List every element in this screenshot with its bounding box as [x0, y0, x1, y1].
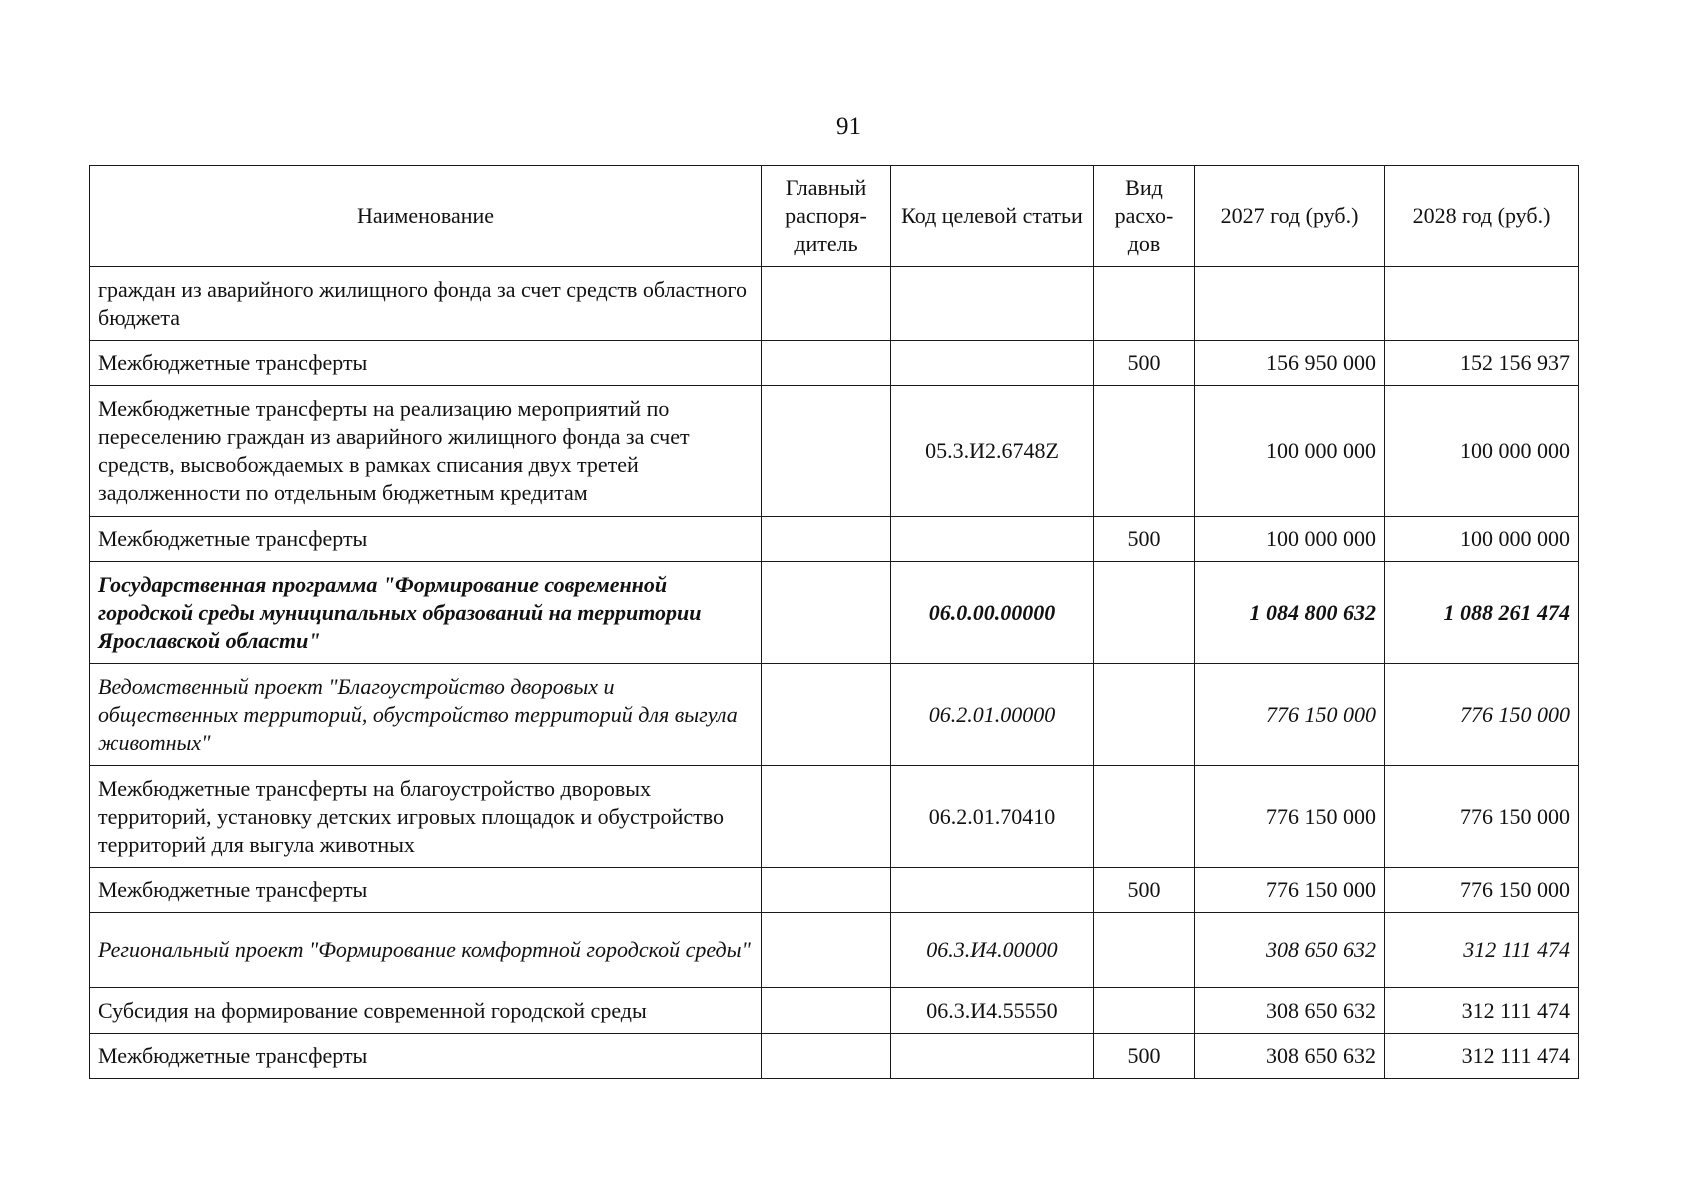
row-name: Межбюджетные трансферты	[90, 868, 762, 913]
table-row	[90, 988, 1579, 1034]
row-type	[1094, 562, 1195, 664]
row-chief	[762, 517, 891, 562]
row-2028: 100 000 000	[1385, 517, 1579, 562]
header-chief-administrator: Главный распоря-дитель	[762, 166, 891, 267]
row-2027: 308 650 632	[1195, 913, 1385, 988]
table-row	[90, 562, 1579, 664]
row-name: Межбюджетные трансферты	[90, 341, 762, 386]
row-2028: 312 111 474	[1385, 1034, 1579, 1079]
row-name: Межбюджетные трансферты	[90, 517, 762, 562]
row-code	[891, 517, 1094, 562]
row-2027: 100 000 000	[1195, 386, 1385, 517]
row-name: Государственная программа "Формирование современной городской среды муниципальных образований на территории Ярославской области"	[90, 562, 762, 664]
row-name: Межбюджетные трансферты на реализацию мероприятий по переселению граждан из аварийного жилищного фонда за счет средств, высвобождаемых в рамках списания двух третей задолженности по отдельным бюджетным кредитам	[90, 386, 762, 517]
header-target-code: Код целевой статьи	[891, 166, 1094, 267]
row-chief	[762, 1034, 891, 1079]
table-row	[90, 868, 1579, 913]
row-chief	[762, 913, 891, 988]
budget-table	[89, 165, 1579, 1079]
row-code	[891, 1034, 1094, 1079]
row-type	[1094, 664, 1195, 766]
header-year-2027: 2027 год (руб.)	[1195, 166, 1385, 267]
table-row	[90, 341, 1579, 386]
row-chief	[762, 988, 891, 1034]
row-2028: 312 111 474	[1385, 913, 1579, 988]
header-expense-type: Вид расхо-дов	[1094, 166, 1195, 267]
table-row	[90, 664, 1579, 766]
table-row	[90, 913, 1579, 988]
row-name: Межбюджетные трансферты	[90, 1034, 762, 1079]
row-code: 06.2.01.00000	[891, 664, 1094, 766]
row-type	[1094, 988, 1195, 1034]
header-name: Наименование	[90, 166, 762, 267]
row-type	[1094, 766, 1195, 868]
row-type	[1094, 913, 1195, 988]
page-number: 91	[836, 113, 861, 140]
row-type	[1094, 267, 1195, 341]
row-2027: 100 000 000	[1195, 517, 1385, 562]
table-row	[90, 1034, 1579, 1079]
table-row	[90, 517, 1579, 562]
table-header-row	[90, 166, 1579, 267]
row-2028: 312 111 474	[1385, 988, 1579, 1034]
row-name: граждан из аварийного жилищного фонда за счет средств областного бюджета	[90, 267, 762, 341]
table-row	[90, 267, 1579, 341]
row-2028: 100 000 000	[1385, 386, 1579, 517]
row-2028	[1385, 267, 1579, 341]
row-code: 06.3.И4.55550	[891, 988, 1094, 1034]
row-code: 06.0.00.00000	[891, 562, 1094, 664]
row-name: Межбюджетные трансферты на благоустройство дворовых территорий, установку детских игровых площадок и обустройство территорий для выгула животных	[90, 766, 762, 868]
row-code: 05.3.И2.6748Z	[891, 386, 1094, 517]
row-type: 500	[1094, 341, 1195, 386]
row-2028: 776 150 000	[1385, 766, 1579, 868]
row-2027: 308 650 632	[1195, 1034, 1385, 1079]
row-2028: 152 156 937	[1385, 341, 1579, 386]
row-chief	[762, 766, 891, 868]
header-year-2028: 2028 год (руб.)	[1385, 166, 1579, 267]
table-row	[90, 386, 1579, 517]
row-chief	[762, 386, 891, 517]
row-code	[891, 341, 1094, 386]
row-code	[891, 868, 1094, 913]
row-name: Ведомственный проект "Благоустройство дворовых и общественных территорий, обустройство территорий для выгула животных"	[90, 664, 762, 766]
row-chief	[762, 341, 891, 386]
row-code	[891, 267, 1094, 341]
row-type: 500	[1094, 868, 1195, 913]
table-row	[90, 766, 1579, 868]
row-2027: 776 150 000	[1195, 766, 1385, 868]
row-chief	[762, 664, 891, 766]
row-name: Региональный проект "Формирование комфортной городской среды"	[90, 913, 762, 988]
row-2027	[1195, 267, 1385, 341]
row-name: Субсидия на формирование современной городской среды	[90, 988, 762, 1034]
row-code: 06.2.01.70410	[891, 766, 1094, 868]
row-2027: 156 950 000	[1195, 341, 1385, 386]
row-2027: 308 650 632	[1195, 988, 1385, 1034]
row-2028: 1 088 261 474	[1385, 562, 1579, 664]
row-2027: 776 150 000	[1195, 868, 1385, 913]
row-2027: 1 084 800 632	[1195, 562, 1385, 664]
row-code: 06.3.И4.00000	[891, 913, 1094, 988]
row-chief	[762, 868, 891, 913]
row-type: 500	[1094, 517, 1195, 562]
row-type	[1094, 386, 1195, 517]
row-type: 500	[1094, 1034, 1195, 1079]
row-2028: 776 150 000	[1385, 664, 1579, 766]
row-2028: 776 150 000	[1385, 868, 1579, 913]
row-chief	[762, 562, 891, 664]
row-2027: 776 150 000	[1195, 664, 1385, 766]
row-chief	[762, 267, 891, 341]
